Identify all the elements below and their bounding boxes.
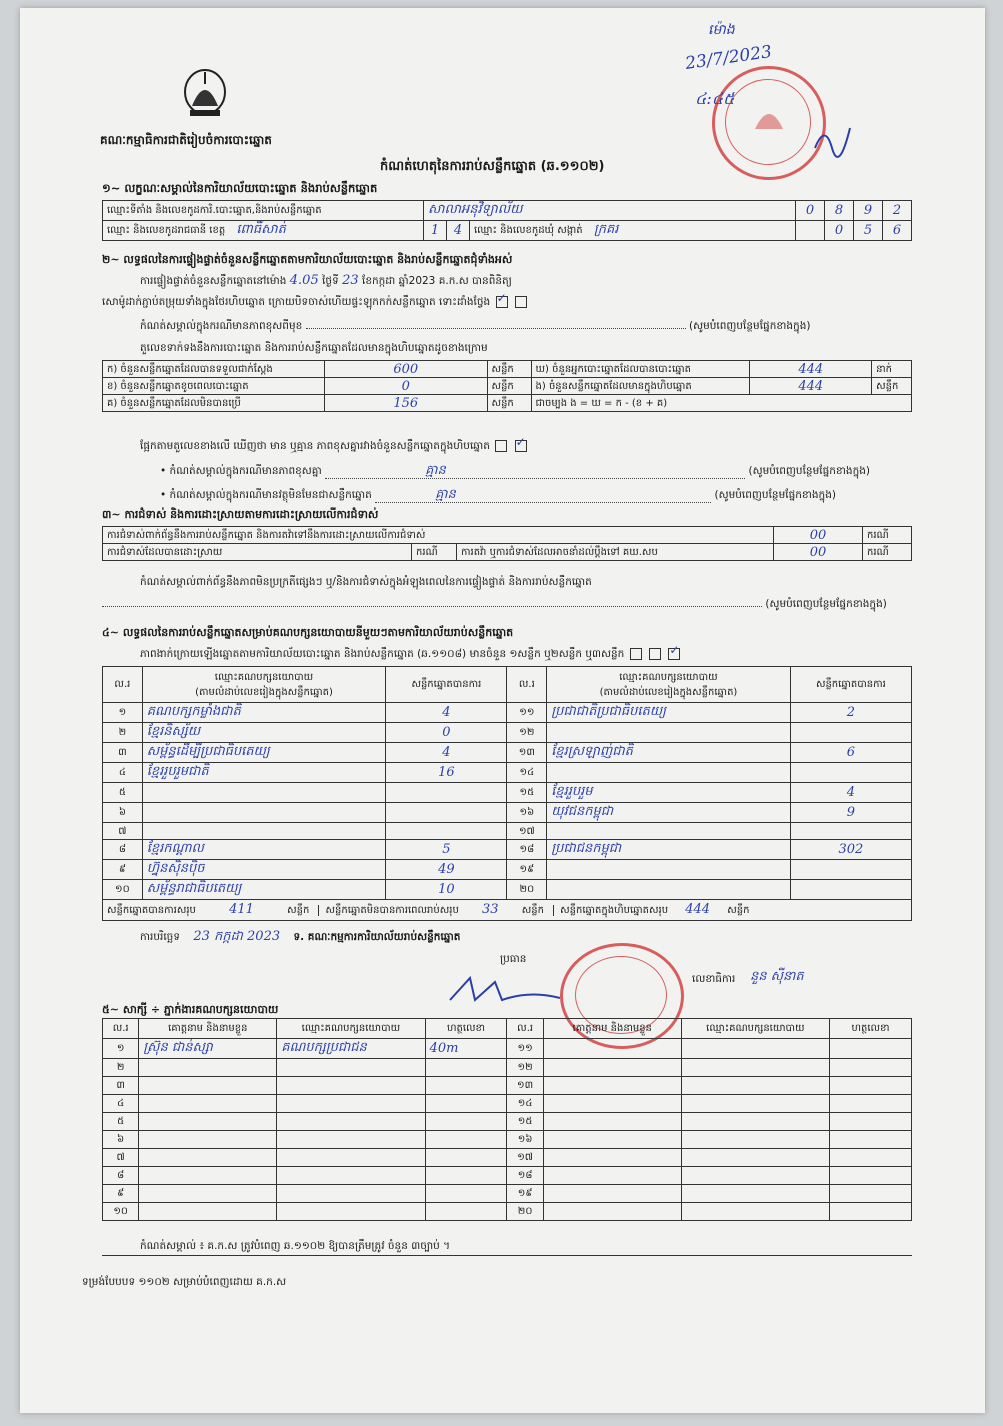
w-col-no: ល.រ (507, 1019, 543, 1039)
result-votes: 49 (438, 862, 455, 877)
s2-day-label: ថ្ងៃទី (322, 275, 339, 287)
s2-heading: ២~ លទ្ធផលនៃការផ្ទៀងផ្ទាត់ចំនួនសន្លឹកឆ្នោតតាមការិយាល័យបោះឆ្នោត និងរាប់សន្លឹកឆ្នោតជុំទាំងអស់ (102, 253, 513, 266)
result-no: ១៦ (507, 803, 547, 823)
witness-sign (425, 1203, 507, 1221)
s3-unit: ករណី (863, 544, 912, 561)
official-seal-top (712, 66, 826, 180)
witness-party (681, 1203, 829, 1221)
witness-sign (830, 1131, 912, 1149)
result-row (103, 743, 912, 763)
witness-party (277, 1185, 425, 1203)
result-row (103, 723, 912, 743)
witness-party (277, 1113, 425, 1131)
witness-party (277, 1149, 425, 1167)
count-label: គ) ចំនួនសន្លឹកឆ្នោតដែលមិនបានប្រើ (103, 395, 325, 412)
result-party: ប្រជាជាតិប្រជាធិបតេយ្យ (551, 704, 666, 719)
witness-sign (425, 1185, 507, 1203)
secretary-label: លេខាធិការ (692, 973, 736, 985)
witness-name (139, 1077, 277, 1095)
count-label: ឃ) ចំនួនអ្នកបោះឆ្នោតដែលបានបោះឆ្នោត (531, 361, 750, 378)
witness-sign (425, 1113, 507, 1131)
witness-no: ១៧ (507, 1149, 543, 1167)
s2-line2 (102, 296, 529, 309)
s4-sub (140, 648, 682, 661)
result-votes: 10 (438, 882, 455, 897)
result-party: សម្ព័ន្ធរាជាធិបតេយ្យ (146, 881, 242, 896)
witness-no: ៧ (103, 1149, 139, 1167)
s3-note-line (102, 598, 887, 611)
s3-row2a-label: ការជំទាស់ដែលបានដោះស្រាយ (103, 544, 412, 561)
bullet1-value: គ្មាន (425, 463, 446, 478)
count-unit: សន្លឹក (487, 395, 531, 412)
result-votes: 4 (846, 785, 855, 800)
three-sheet-checkbox[interactable] (668, 648, 680, 660)
s1-digit: 5 (863, 223, 873, 238)
count-unit: សន្លឹក (487, 378, 531, 395)
s2-line1-text: ការផ្ទៀងផ្ទាត់ចំនួនសន្លឹកឆ្នោតនៅម៉ោង (140, 275, 287, 287)
stamp-date: 23/7/2023 (684, 42, 774, 74)
witness-no: ៦ (103, 1131, 139, 1149)
witness-party (277, 1059, 425, 1077)
witness-no: ៩ (103, 1185, 139, 1203)
form-sheet (20, 8, 985, 1413)
count-value: 444 (798, 378, 824, 394)
result-party: ខ្មែររួបរួម (551, 784, 593, 799)
witness-row (103, 1203, 912, 1221)
witness-row (103, 1167, 912, 1185)
witness-row (103, 1113, 912, 1131)
result-row (103, 763, 912, 783)
s2-line3-text: កំណត់សម្គាល់ក្នុងករណីមានភាពខុសពីមុខ (140, 320, 303, 332)
form-title: កំណត់ហេតុនៃការរាប់សន្លឹកឆ្នោត (ឆ.១១០២) (380, 159, 605, 174)
witness-name (543, 1113, 681, 1131)
s3-note: កំណត់សម្គាល់ពាក់ព័ន្ធនឹងភាពមិនប្រក្រតីផ្សេងៗ ឬ/និងការជំទាស់ក្នុងអំឡុងពេលនៃការផ្ទៀងផ្ទាត់ និងការរាប់សន្លឹកឆ្នោត (140, 576, 592, 588)
w-col-party: ឈ្មោះគណបក្សនយោបាយ (277, 1019, 425, 1039)
result-votes: 5 (442, 842, 451, 857)
witness-no: ៥ (103, 1113, 139, 1131)
col-party-sub: (តាមលំដាប់លេខរៀងក្នុងសន្លឹកឆ្នោត) (599, 686, 738, 698)
witness-name (543, 1077, 681, 1095)
s2-count-table (102, 360, 912, 412)
total-invalid-value: 33 (481, 902, 499, 917)
witness-name (139, 1113, 277, 1131)
w-col-sign: ហត្ថលេខា (830, 1019, 912, 1039)
s1-row2-value-b: ក្រគរ (593, 222, 619, 237)
count-value: 0 (401, 378, 410, 394)
witness-row (103, 1185, 912, 1203)
witness-no: ៨ (103, 1167, 139, 1185)
col-no-header: ល.រ (103, 667, 143, 703)
result-row (103, 860, 912, 880)
s4-heading: ៤~ លទ្ធផលនៃការរាប់សន្លឹកឆ្នោតសម្រាប់គណបក្សនយោបាយនីមួយៗតាមការិយាល័យរាប់សន្លឹកឆ្នោត (102, 626, 514, 639)
fill-note: (សូមបំពេញបន្ថែមផ្នែកខាងក្នុង) (748, 465, 870, 477)
result-no: ២ (103, 723, 143, 743)
witness-no: ១៤ (507, 1095, 543, 1113)
witness-party (681, 1167, 829, 1185)
result-no: ១៨ (507, 840, 547, 860)
result-row (103, 823, 912, 840)
s4-sub-text: ភាពងាក់ក្រោយឡើងឆ្នោតតាមការិយាល័យបោះឆ្នោត និងរាប់សន្លឹកឆ្នោត (ឆ.១១០៨) មានចំនួន ១សន្លឹក ឬ២សន្លឹក ឬ៣សន្លឹក (140, 648, 625, 660)
witness-row (103, 1131, 912, 1149)
witness-no: ២ (103, 1059, 139, 1077)
s1-digit: 0 (805, 203, 815, 218)
w-col-name: គោត្តនាម និងនាមខ្លួន (543, 1019, 681, 1039)
witness-no: ១៩ (507, 1185, 543, 1203)
witness-name (543, 1167, 681, 1185)
witness-name (139, 1095, 277, 1113)
col-no-header: ល.រ (507, 667, 547, 703)
w-col-no: ល.រ (103, 1019, 139, 1039)
witness-name (543, 1131, 681, 1149)
s2-line2-text: សោម៉ូដាក់ភ្ជាប់តម្រុយទាំងក្នុងថែរហិបឆ្នោត ក្រោយបិទចាស់ហើយផ្ទះឡុកកក់សន្លឹកឆ្នោត ទោះដាំងថ្វែង (102, 296, 491, 308)
bullet2-value: គ្មាន (435, 487, 456, 502)
col-party-sub: (តាមលំដាប់លេខរៀងក្នុងសន្លឹកឆ្នោត) (195, 686, 333, 698)
witness-sign (830, 1203, 912, 1221)
date-label: ការបរិច្ឆេទ (140, 931, 180, 943)
witness-sign (830, 1077, 912, 1095)
count-row (103, 378, 912, 395)
committee-label: ទ. គណៈកម្មការការិយាល័យរាប់សន្លឹកឆ្នោត (293, 931, 461, 943)
witness-no: ២០ (507, 1203, 543, 1221)
witness-sign (425, 1077, 507, 1095)
count-row (103, 361, 912, 378)
count-label: ង) ចំនួនសន្លឹកឆ្នោតដែលមានក្នុងហិបឆ្នោត (531, 378, 750, 395)
witness-sign (425, 1039, 507, 1059)
witness-sign (830, 1059, 912, 1077)
witness-sign (830, 1113, 912, 1131)
no-checkbox[interactable] (515, 296, 527, 308)
witness-no: ១ (103, 1039, 139, 1059)
s2-bullet2 (160, 488, 836, 503)
result-no: ៤ (103, 763, 143, 783)
s2-bullet1 (160, 464, 870, 479)
total-valid-label: សន្លឹកឆ្នោតបានការសរុប (107, 905, 196, 916)
result-party: ខ្មែររួបរួមជាតិ (146, 764, 209, 779)
s3-heading: ៣~ ការជំទាស់ និងការដោះស្រាយតាមការដោះស្រាយលើការជំទាស់ (102, 508, 379, 521)
witness-name (543, 1039, 681, 1059)
s1-digit: 0 (834, 223, 844, 238)
bullet2-text: • កំណត់សម្គាល់ក្នុងករណីមានវត្ថុមិនមែនជាសន្លឹកឆ្នោត (160, 489, 372, 501)
count-label: ខ) ចំនួនសន្លឹកឆ្នោតខូចពេលបោះឆ្នោត (103, 378, 325, 395)
result-row (103, 880, 912, 900)
witness-name (543, 1203, 681, 1221)
witness-party (681, 1185, 829, 1203)
s5-heading: ៥~ សាក្សី ÷ ភ្នាក់ងារគណបក្សនយោបាយ (102, 1003, 279, 1016)
result-votes: 0 (442, 725, 451, 740)
witness-row (103, 1059, 912, 1077)
s1-row2-value: ពោធិ៍សាត់ (236, 222, 286, 237)
witness-no: ១៨ (507, 1167, 543, 1185)
count-unit: សន្លឹក (872, 378, 912, 395)
result-party: ខ្មែរកណ្តាល (146, 841, 204, 856)
witness-no: ១២ (507, 1059, 543, 1077)
count-row (103, 395, 912, 412)
witness-sign (830, 1039, 912, 1059)
result-party: សម្ព័ន្ធដើម្បីប្រជាធិបតេយ្យ (146, 744, 270, 759)
one-sheet-checkbox[interactable] (630, 648, 642, 660)
count-value: 444 (798, 361, 824, 377)
witness-name (543, 1185, 681, 1203)
s4-results-table (102, 666, 912, 921)
witness-no: ៤ (103, 1095, 139, 1113)
result-no: ១៧ (507, 823, 547, 840)
witness-no: ១០ (103, 1203, 139, 1221)
s1-digit: 1 (430, 223, 440, 238)
witness-sign (425, 1059, 507, 1077)
two-sheet-checkbox[interactable] (649, 648, 661, 660)
result-row (103, 840, 912, 860)
witness-sign (425, 1131, 507, 1149)
result-votes: 16 (438, 765, 455, 780)
s3-row1-label: ការជំទាស់ពាក់ព័ន្ធនឹងការរាប់សន្លឹកឆ្នោត និងការតវ៉ាទៅនឹងការដោះស្រាយលើការជំទាស់ (103, 527, 774, 544)
witness-row (103, 1095, 912, 1113)
witness-party (681, 1113, 829, 1131)
witness-name (139, 1059, 277, 1077)
witness-party (277, 1077, 425, 1095)
witness-name (543, 1095, 681, 1113)
count-unit: សន្លឹក (487, 361, 531, 378)
s2-line1-rest: ខែកក្កដា ឆ្នាំ2023 គ.ក.ស បានពិនិត្យ (361, 275, 512, 287)
stamp-time: ៤:៤៥ (695, 89, 735, 108)
fill-note: (សូមបំពេញបន្ថែមផ្នែកខាងក្នុង) (765, 598, 887, 610)
bullet1-text: • កំណត់សម្គាល់ក្នុងករណីមានភាពខុសគ្នា (160, 465, 322, 477)
witness-no: ១៦ (507, 1131, 543, 1149)
s4-date-line (140, 930, 460, 944)
result-votes: 2 (846, 705, 855, 720)
witness-sign (425, 1095, 507, 1113)
s3-row2b-label: ការតវ៉ា ឬការជំទាស់ដែលអាចនាំដល់ប្តឹងទៅ គឃ.សប (457, 544, 774, 561)
witness-name (139, 1185, 277, 1203)
s1-row2-label: ឈ្មោះ និងលេខកូដរាជធានី ខេត្ត (107, 225, 226, 236)
yes-checkbox[interactable] (496, 296, 508, 308)
s2-day: 23 (342, 273, 359, 288)
s1-row1-label: ឈ្មោះទីតាំង និងលេខកូដការិ.បោះឆ្នោត,និងរាប់សន្លឹកឆ្នោត (103, 201, 424, 221)
col-party-header: ឈ្មោះគណបក្សនយោបាយ (214, 671, 314, 683)
result-no: ១១ (507, 703, 547, 723)
result-no: ៣ (103, 743, 143, 763)
col-party-header: ឈ្មោះគណបក្សនយោបាយ (619, 671, 718, 683)
result-votes: 9 (846, 805, 855, 820)
result-party: គណបក្សកម្លាំងជាតិ (146, 704, 241, 719)
result-votes: 302 (838, 842, 864, 857)
total-unit: សន្លឹក (287, 905, 310, 916)
witness-no: ១៣ (507, 1077, 543, 1095)
witness-party (681, 1077, 829, 1095)
witness-name (543, 1059, 681, 1077)
witness-row (103, 1077, 912, 1095)
witness-row (103, 1039, 912, 1059)
s5-witness-table (102, 1018, 912, 1221)
s3-unit: ករណី (863, 527, 912, 544)
witness-sign (830, 1095, 912, 1113)
witness-row (103, 1149, 912, 1167)
result-row (103, 803, 912, 823)
s1-digit: 9 (863, 203, 873, 218)
witness-no: ៣ (103, 1077, 139, 1095)
total-unit: សន្លឹក (521, 905, 544, 916)
witness-party (277, 1039, 425, 1059)
s1-table (102, 200, 912, 241)
no-diff-checkbox[interactable] (515, 440, 527, 452)
result-no: ១៩ (507, 860, 547, 880)
result-no: ១៣ (507, 743, 547, 763)
witness-party (681, 1095, 829, 1113)
result-row (103, 703, 912, 723)
total-box-value: 444 (685, 902, 711, 917)
witness-sign (425, 1167, 507, 1185)
s3-table (102, 526, 912, 561)
s3-row1-value: 00 (809, 527, 827, 543)
s1-digit: 8 (834, 203, 844, 218)
count-value: 600 (393, 361, 419, 377)
w-col-name: គោត្តនាម និងនាមខ្លួន (139, 1019, 277, 1039)
total-unit: សន្លឹក (727, 905, 750, 916)
witness-sign (830, 1167, 912, 1185)
result-no: ៦ (103, 803, 143, 823)
s2-line4: តួលេខទាក់ទងនឹងការបោះឆ្នោត និងការរាប់សន្លឹកឆ្នោតដែលមានក្នុងហិបឆ្នោតដូចខាងក្រោម (140, 342, 488, 354)
date-value: 23 កក្កដា 2023 (193, 929, 281, 944)
col-votes-header: សន្លឹកឆ្នោតបានការ (386, 667, 507, 703)
w-col-sign: ហត្ថលេខា (425, 1019, 507, 1039)
result-no: ១៤ (507, 763, 547, 783)
result-votes: 6 (846, 745, 855, 760)
witness-sign (425, 1149, 507, 1167)
witness-sign (830, 1185, 912, 1203)
result-row (103, 783, 912, 803)
chair-signature (440, 970, 590, 1014)
witness-party (277, 1095, 425, 1113)
count-label: ក) ចំនួនសន្លឹកឆ្នោតដែលបានទទួលជាក់ស្តែង (103, 361, 325, 378)
witness-sign-text: 40m (429, 1041, 459, 1056)
stamp-time-note: ម៉ោង (708, 22, 735, 38)
result-no: ៩ (103, 860, 143, 880)
top-signature (810, 118, 860, 162)
total-invalid-label: សន្លឹកឆ្នោតមិនបានការពេលរាប់សរុប (318, 905, 458, 916)
count-unit: នាក់ (872, 361, 912, 378)
witness-sign (830, 1149, 912, 1167)
s2-line5 (140, 440, 529, 453)
org-name: គណៈកម្មាធិការជាតិរៀបចំការបោះឆ្នោត (100, 133, 272, 147)
fill-note: (សូមបំពេញបន្ថែមផ្នែកខាងក្នុង) (688, 320, 811, 332)
s2-time: 4.05 (289, 273, 319, 288)
total-valid-value: 411 (229, 902, 254, 917)
col-votes-header: សន្លឹកឆ្នោតបានការ (790, 667, 911, 703)
w-col-party: ឈ្មោះគណបក្សនយោបាយ (681, 1019, 829, 1039)
result-party: ខ្មែរនិស្ស័យ (146, 724, 201, 739)
result-no: ១ (103, 703, 143, 723)
s2-line5-text: ផ្អែកតាមតួលេខខាងលើ ឃើញថា មាន ឬគ្មាន ភាពខុសគ្នារវាងចំនួនសន្លឹកឆ្នោតក្នុងហិបឆ្នោត (140, 440, 490, 452)
witness-name (139, 1039, 277, 1059)
witness-no: ១១ (507, 1039, 543, 1059)
footer-note: កំណត់សម្គាល់ ៖ គ.ក.ស ត្រូវបំពេញ ឆ.១១០២ ឱ្យបានត្រឹមត្រូវ ចំនួន ៣ច្បាប់ ។ (140, 1240, 451, 1252)
result-no: ១៥ (507, 783, 547, 803)
count-formula: ជាចម្បង ង = ឃ = ក - (ខ + គ) (531, 395, 911, 412)
s3-unit: ករណី (412, 544, 457, 561)
result-votes: 4 (442, 745, 451, 760)
s1-digit: 6 (892, 223, 902, 238)
witness-party (681, 1039, 829, 1059)
result-no: ២០ (507, 880, 547, 900)
witness-party (681, 1131, 829, 1149)
result-no: ១២ (507, 723, 547, 743)
witness-name-text: ស្រ៊ុន ជាន់ស្សា (143, 1040, 213, 1055)
s1-digit: 4 (453, 223, 463, 238)
s3-row2-value: 00 (809, 544, 827, 560)
witness-name (139, 1203, 277, 1221)
result-no: ៨ (103, 840, 143, 860)
result-no: ៥ (103, 783, 143, 803)
s1-heading: ១~ លក្ខណៈសម្គាល់នៃការិយាល័យបោះឆ្នោត និងរាប់សន្លឹកឆ្នោត (102, 181, 378, 195)
witness-party (681, 1059, 829, 1077)
secretary-name: នួន ស៊ីនាត (750, 969, 804, 984)
count-value: 156 (393, 395, 419, 411)
s2-line3 (140, 320, 810, 333)
witness-name (139, 1149, 277, 1167)
witness-party (277, 1131, 425, 1149)
witness-party (277, 1167, 425, 1185)
s1-row2-label-b: ឈ្មោះ និងលេខកូដឃុំ សង្កាត់ (474, 225, 583, 236)
result-party: យុវជនកម្ពុជា (551, 804, 614, 819)
form-footer: ទម្រង់បែបបទ ១១០២ សម្រាប់បំពេញដោយ គ.ក.ស (82, 1276, 287, 1288)
s1-row1-value: សាលាអនុវិទ្យាល័យ (428, 202, 523, 217)
witness-party-text: គណបក្សប្រជាជន (281, 1040, 367, 1055)
s2-line1 (140, 274, 512, 288)
result-party: ខ្មែរស្រឡាញ់ជាតិ (551, 744, 633, 759)
result-party: ហ្វ៊ុនស៊ិនប៉ិច (146, 861, 205, 876)
witness-name (139, 1131, 277, 1149)
result-no: ១០ (103, 880, 143, 900)
has-diff-checkbox[interactable] (495, 440, 507, 452)
result-votes: 4 (442, 705, 451, 720)
nec-emblem-icon (180, 66, 230, 126)
chair-label: ប្រធាន (500, 953, 527, 965)
result-no: ៧ (103, 823, 143, 840)
s1-digit: 2 (892, 203, 902, 218)
witness-no: ១៥ (507, 1113, 543, 1131)
witness-name (543, 1149, 681, 1167)
witness-party (681, 1149, 829, 1167)
witness-party (277, 1203, 425, 1221)
total-box-label: សន្លឹកឆ្នោតក្នុងហិបឆ្នោតសរុប (553, 905, 668, 916)
result-party: ប្រជាជនកម្ពុជា (551, 841, 622, 856)
fill-note: (សូមបំពេញបន្ថែមផ្នែកខាងក្នុង) (714, 489, 836, 501)
witness-name (139, 1167, 277, 1185)
